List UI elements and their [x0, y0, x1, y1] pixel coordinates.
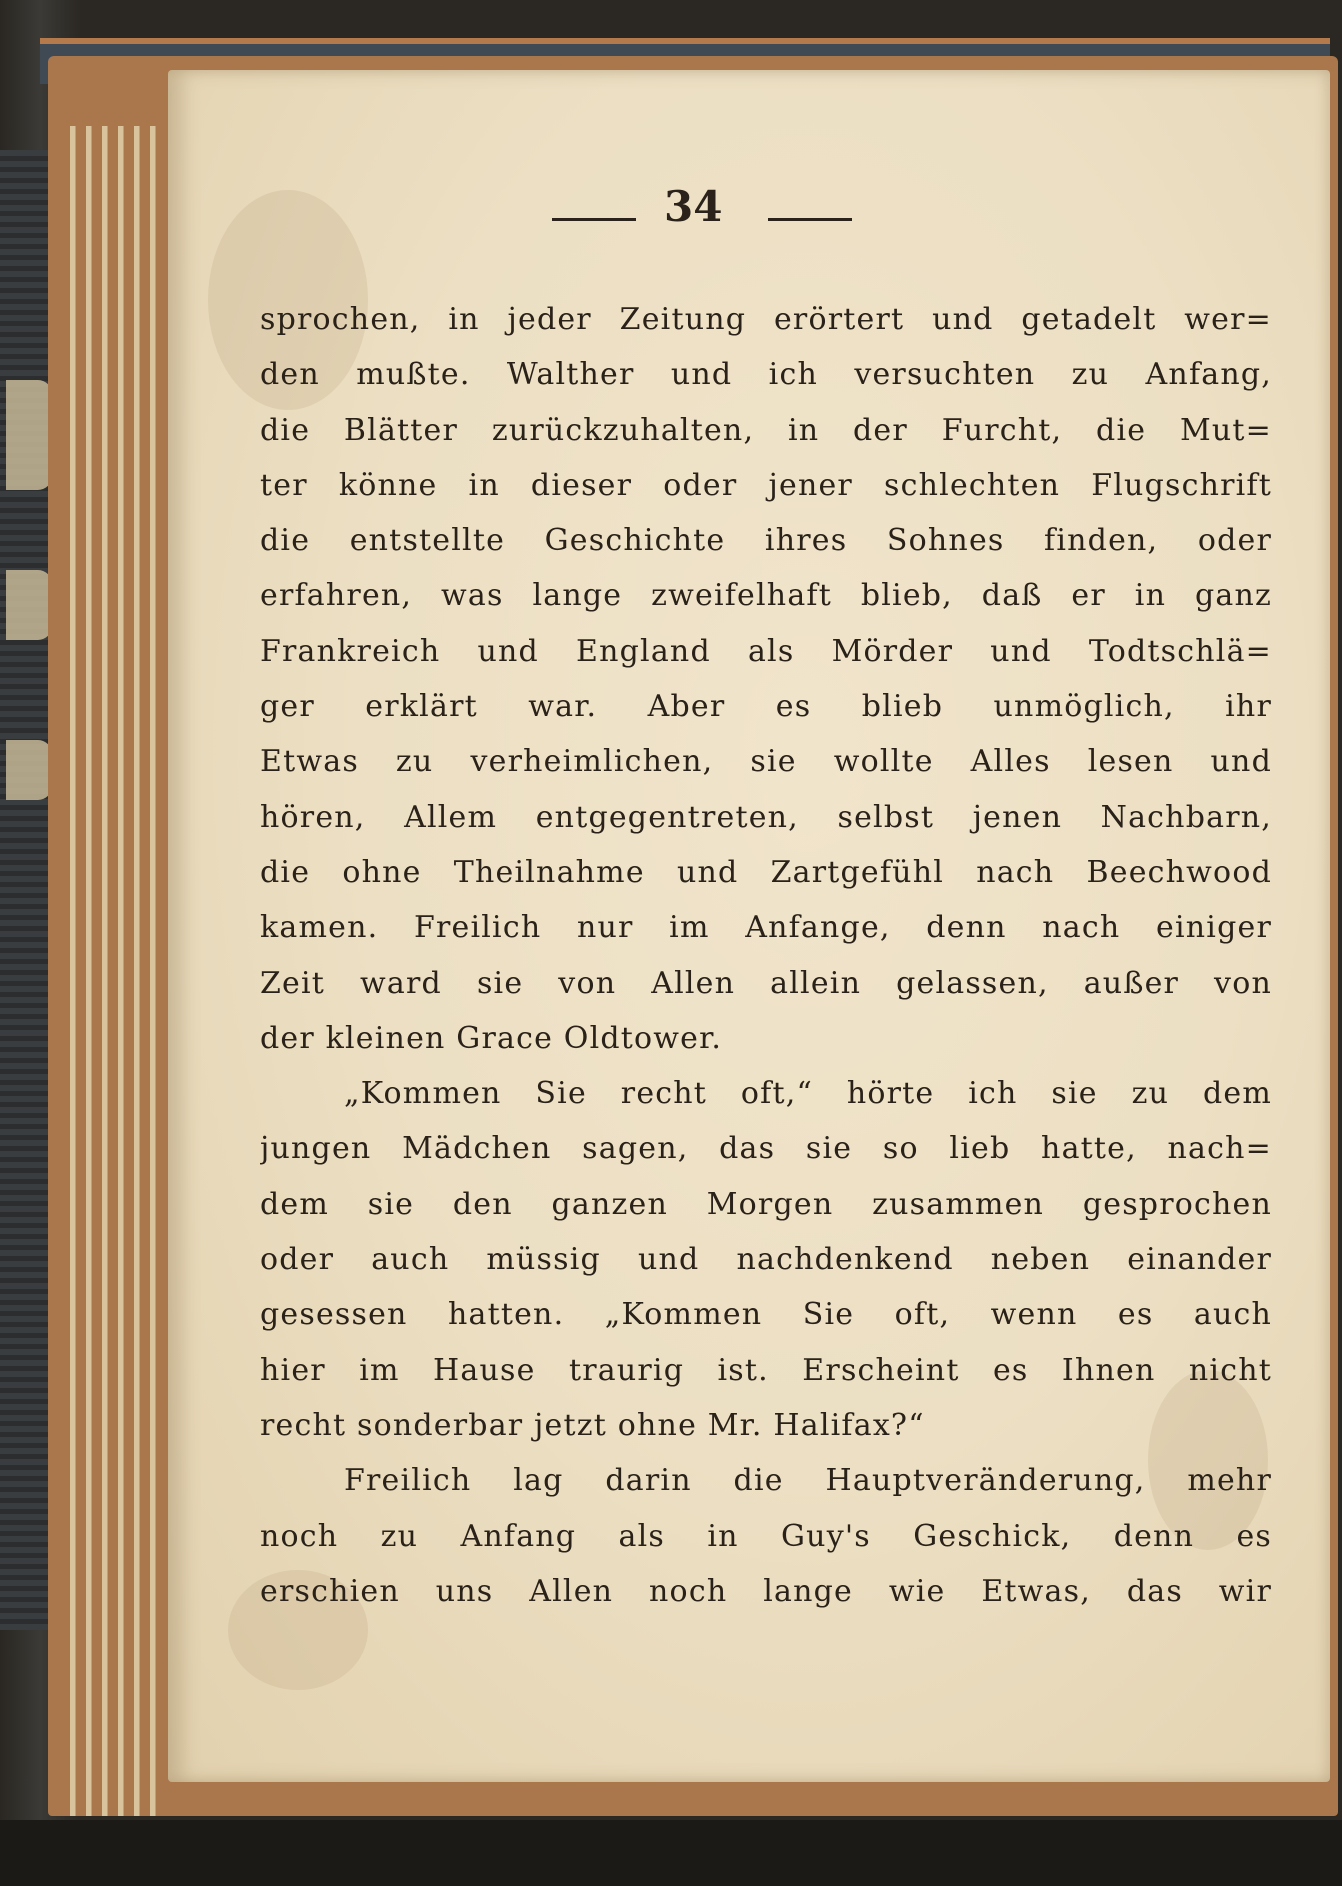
page-edge-line — [134, 126, 140, 1816]
header-rule-left — [552, 218, 636, 221]
torn-paper-fragment — [6, 740, 52, 800]
text-line: der kleinen Grace Oldtower. — [260, 1020, 723, 1056]
text-line: Etwas zu verheimlichen, sie wollte Alles lesen und — [260, 744, 1272, 780]
text-line: Freilich lag darin die Hauptveränderung, mehr — [344, 1463, 1272, 1499]
page-edge-line — [102, 126, 108, 1816]
text-line: die ohne Theilnahme und Zartgefühl nach Beechwood — [260, 854, 1272, 890]
text-line: die Blätter zurückzuhalten, in der Furcht, die Mut= — [260, 412, 1272, 448]
text-line: „Kommen Sie recht oft,“ hörte ich sie zu dem — [344, 1076, 1272, 1112]
header-rule-right — [768, 218, 852, 221]
text-line: die entstellte Geschichte ihres Sohnes finden, oder — [260, 523, 1272, 559]
text-line: gesessen hatten. „Kommen Sie oft, wenn es auch — [260, 1297, 1272, 1333]
text-line: erschien uns Allen noch lange wie Etwas, das wir — [260, 1573, 1272, 1609]
text-line: ter könne in dieser oder jener schlechten Flugschrift — [260, 467, 1272, 503]
torn-paper-fragment — [6, 380, 52, 490]
page-edge-line — [86, 126, 92, 1816]
body-text — [260, 292, 1272, 1619]
text-line: oder auch müssig und nachdenkend neben einander — [260, 1242, 1272, 1278]
page-edge-line — [118, 126, 124, 1816]
torn-paper-fragment — [6, 570, 52, 640]
text-line: Frankreich und England als Mörder und Todtschlä= — [260, 633, 1272, 669]
page-edge-line — [150, 126, 156, 1816]
text-line: erfahren, was lange zweifelhaft blieb, daß er in ganz — [260, 578, 1272, 614]
text-line: kamen. Freilich nur im Anfange, denn nach einiger — [260, 910, 1272, 946]
scan-bottom-edge — [0, 1820, 1342, 1886]
text-line: dem sie den ganzen Morgen zusammen gesprochen — [260, 1186, 1272, 1222]
page-header — [0, 180, 1162, 240]
text-line: noch zu Anfang als in Guy's Geschick, denn es — [260, 1518, 1272, 1554]
page-edge-line — [70, 126, 76, 1816]
text-line: recht sonderbar jetzt ohne Mr. Halifax?“ — [260, 1407, 925, 1443]
text-line: Zeit ward sie von Allen allein gelassen, außer von — [260, 965, 1272, 1001]
text-line: sprochen, in jeder Zeitung erörtert und getadelt wer= — [260, 302, 1272, 337]
text-line: den mußte. Walther und ich versuchten zu Anfang, — [260, 357, 1272, 393]
text-line: hören, Allem entgegentreten, selbst jenen Nachbarn, — [260, 799, 1272, 835]
text-line: jungen Mädchen sagen, das sie so lieb hatte, nach= — [260, 1131, 1272, 1167]
text-line: ger erklärt war. Aber es blieb unmöglich, ihr — [260, 689, 1272, 725]
page-number: 34 — [664, 182, 723, 231]
text-line: hier im Hause traurig ist. Erscheint es Ihnen nicht — [260, 1352, 1272, 1388]
